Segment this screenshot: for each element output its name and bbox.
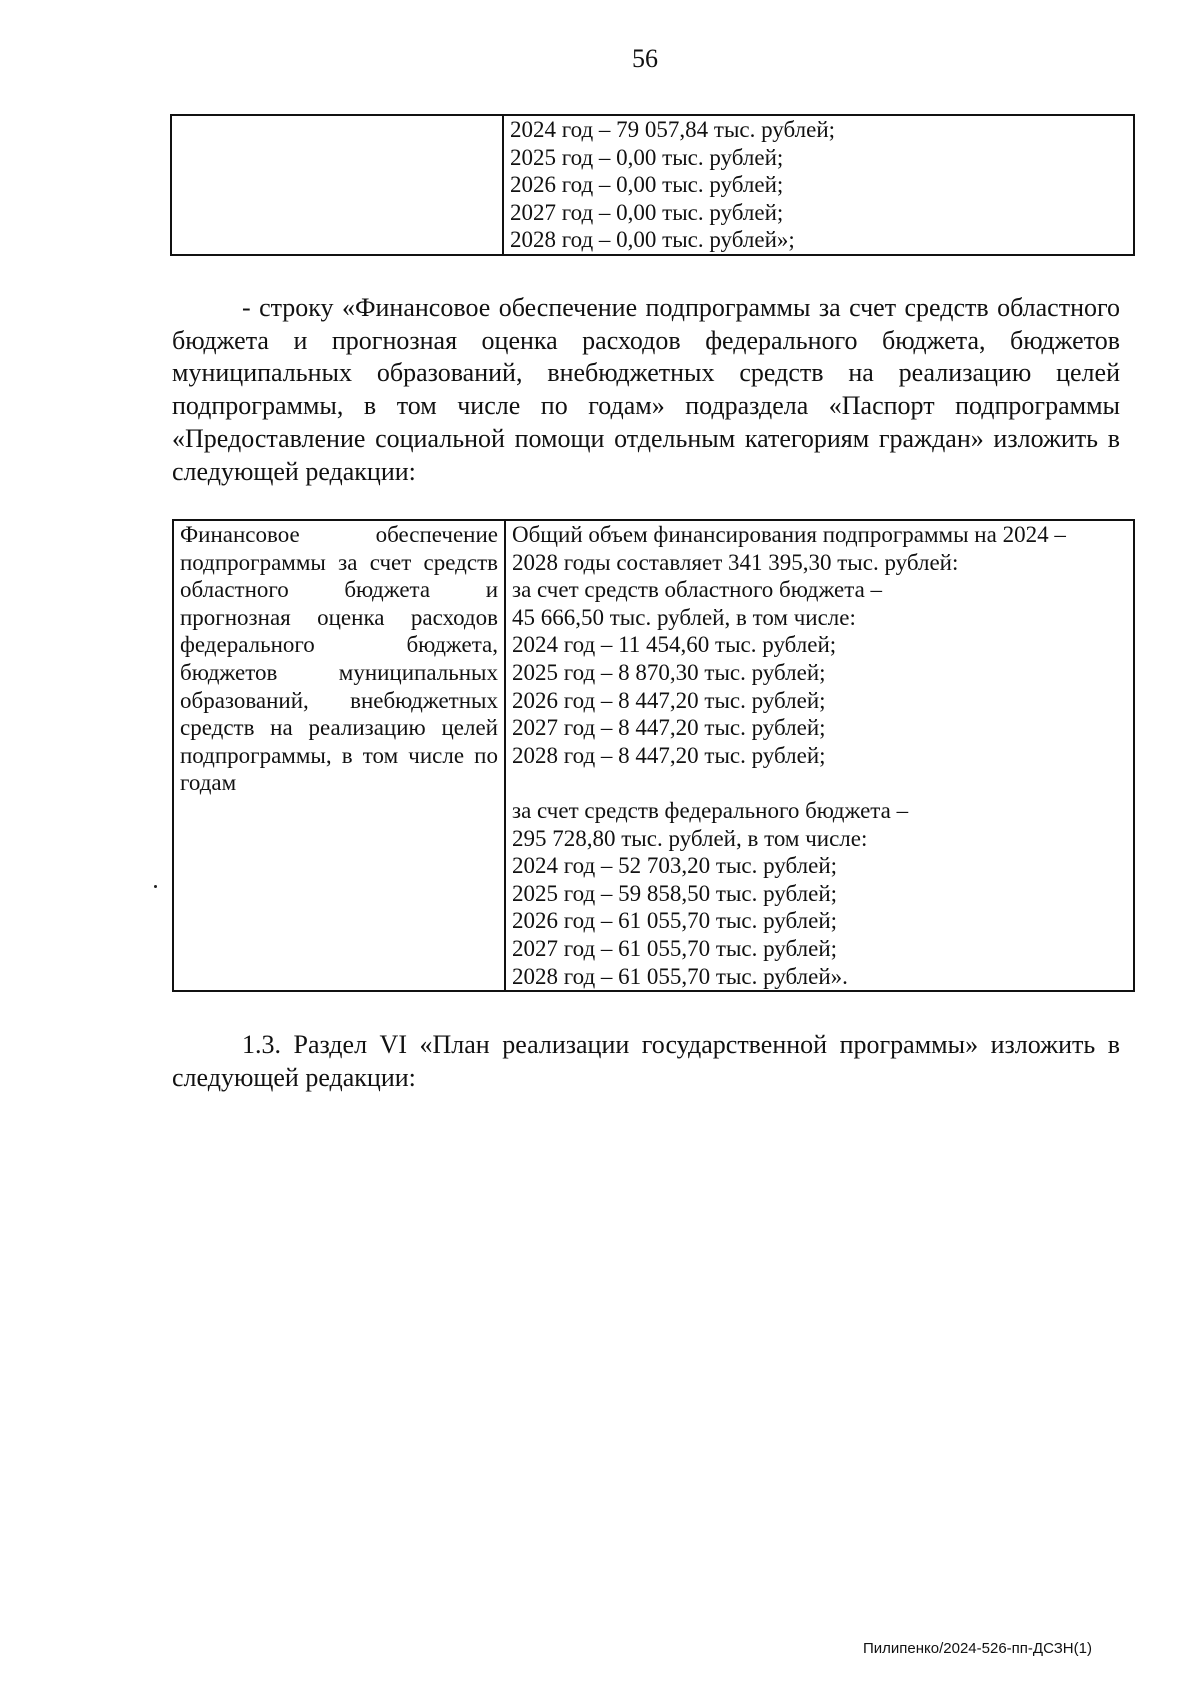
- regional-line-2025: 2025 год – 8 870,30 тыс. рублей;: [512, 659, 826, 685]
- federal-line-2027: 2027 год – 61 055,70 тыс. рублей;: [512, 935, 838, 961]
- regional-line-2027: 2027 год – 8 447,20 тыс. рублей;: [512, 715, 826, 741]
- scan-dot: [154, 885, 157, 888]
- table-left-cell: [171, 115, 503, 255]
- funding-row-title: Финансовое обеспечение подпрограммы за счет средств областного бюджета и прогнозная оценка расходов федерального бюджета, бюджетов муниципальных образований, внебюджетных средств на реализацию целей подпрограммы, в том числе по годам: [173, 520, 505, 991]
- federal-line-2026: 2026 год – 61 055,70 тыс. рублей;: [512, 908, 838, 934]
- section-paragraph: 1.3. Раздел VI «План реализации государственной программы» изложить в следующей редакции:: [172, 1030, 1120, 1092]
- regional-line-2028: 2028 год – 8 447,20 тыс. рублей;: [512, 742, 826, 768]
- funding-line-2025: 2025 год – 0,00 тыс. рублей;: [510, 144, 784, 170]
- amendment-paragraph: - строку «Финансовое обеспечение подпрограммы за счет средств областного бюджета и прогнозная оценка расходов федерального бюджета, бюджетов муниципальных образований, внебюджетных средств на реализацию целей подпрограммы, в том числе по годам» подраздела «Паспорт подпрограммы «Предоставление социальной помощи отдельным категориям граждан» изложить в следующей редакции:: [172, 293, 1120, 486]
- funding-line-2026: 2026 год – 0,00 тыс. рублей;: [510, 172, 784, 198]
- total-funding-line-2: 2028 годы составляет 341 395,30 тыс. рублей:: [512, 549, 959, 575]
- page-number: 56: [632, 44, 658, 73]
- regional-line-2024: 2024 год – 11 454,60 тыс. рублей;: [512, 632, 837, 658]
- table-row: [171, 115, 1134, 255]
- federal-budget-total: 295 728,80 тыс. рублей, в том числе:: [512, 825, 868, 851]
- subprogram-funding-table: [172, 519, 1135, 992]
- funding-line-2024: 2024 год – 79 057,84 тыс. рублей;: [510, 117, 836, 142]
- regional-budget-total: 45 666,50 тыс. рублей, в том числе:: [512, 604, 856, 630]
- blank-line: [512, 769, 1127, 797]
- federal-budget-heading: за счет средств федерального бюджета –: [512, 797, 909, 823]
- table-right-cell: [503, 115, 1134, 255]
- continued-funding-table: [170, 114, 1135, 256]
- federal-line-2024: 2024 год – 52 703,20 тыс. рублей;: [512, 853, 838, 879]
- funding-line-2027: 2027 год – 0,00 тыс. рублей;: [510, 199, 784, 225]
- funding-line-2028: 2028 год – 0,00 тыс. рублей»;: [510, 227, 795, 253]
- regional-line-2026: 2026 год – 8 447,20 тыс. рублей;: [512, 687, 826, 713]
- regional-budget-heading: за счет средств областного бюджета –: [512, 577, 883, 603]
- federal-line-2028: 2028 год – 61 055,70 тыс. рублей».: [512, 963, 848, 989]
- funding-details-cell: [505, 520, 1134, 991]
- federal-line-2025: 2025 год – 59 858,50 тыс. рублей;: [512, 880, 838, 906]
- document-code: Пилипенко/2024-526-пп-ДСЗН(1): [863, 1640, 1092, 1657]
- total-funding-line-1: Общий объем финансирования подпрограммы на 2024 –: [512, 522, 1066, 547]
- table-row: [173, 520, 1134, 991]
